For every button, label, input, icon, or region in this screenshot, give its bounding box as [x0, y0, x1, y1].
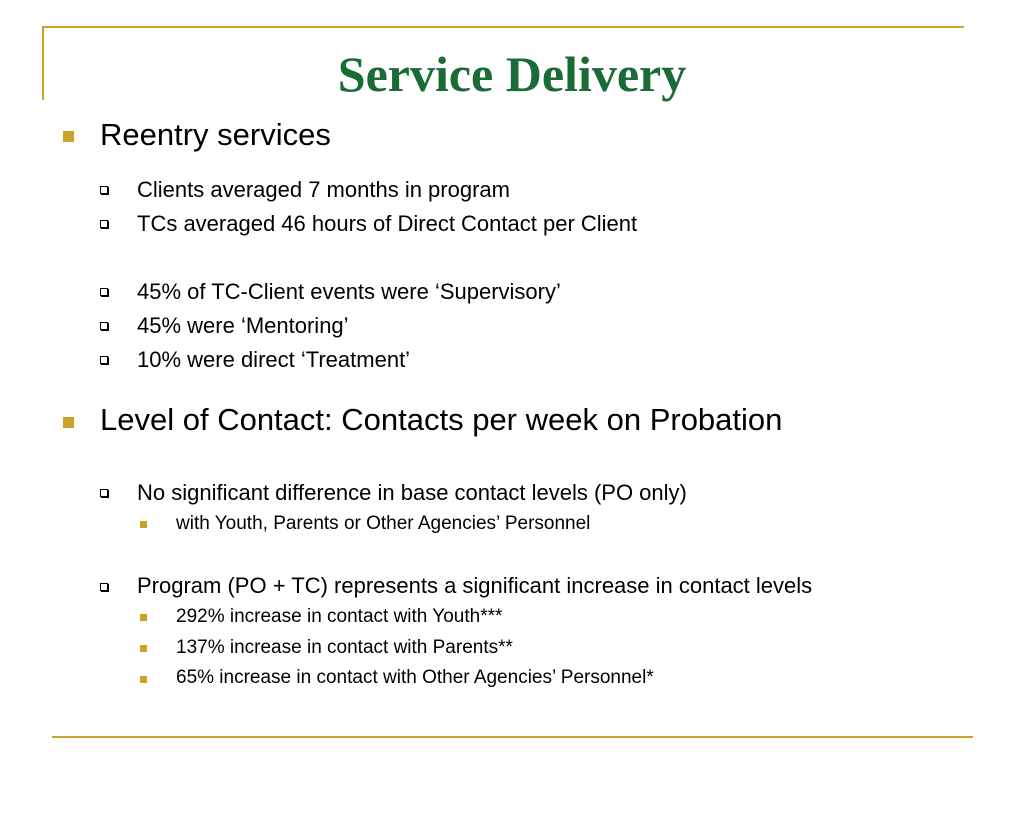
- list-item: 10% were direct ‘Treatment’: [137, 347, 411, 372]
- section-heading: Reentry services: [100, 117, 331, 152]
- small-square-bullet-icon: [140, 614, 147, 621]
- list-item: 45% were ‘Mentoring’: [137, 313, 349, 338]
- hollow-square-bullet-icon: [100, 288, 108, 296]
- section-heading: Level of Contact: Contacts per week on Probation: [100, 402, 783, 437]
- small-square-bullet-icon: [140, 676, 147, 683]
- sub-list-item: 65% increase in contact with Other Agencies’ Personnel*: [176, 667, 654, 688]
- hollow-square-bullet-icon: [100, 220, 108, 228]
- hollow-square-bullet-icon: [100, 489, 108, 497]
- list-item: Clients averaged 7 months in program: [137, 177, 510, 202]
- list-item: 45% of TC-Client events were ‘Supervisory’: [137, 279, 561, 304]
- hollow-square-bullet-icon: [100, 583, 108, 591]
- hollow-square-bullet-icon: [100, 356, 108, 364]
- small-square-bullet-icon: [140, 521, 147, 528]
- list-item: TCs averaged 46 hours of Direct Contact per Client: [137, 211, 638, 236]
- list-item: No significant difference in base contact levels (PO only): [137, 480, 687, 505]
- frame-bottom-rule: [52, 736, 973, 738]
- list-item: Program (PO + TC) represents a significant increase in contact levels: [137, 573, 813, 598]
- sub-list-item: 137% increase in contact with Parents**: [176, 637, 513, 658]
- sub-list-item: with Youth, Parents or Other Agencies’ Personnel: [176, 513, 591, 534]
- frame-top-rule: [42, 26, 964, 28]
- square-bullet-icon: [63, 417, 74, 428]
- slide-title: Service Delivery: [337, 46, 687, 102]
- small-square-bullet-icon: [140, 645, 147, 652]
- square-bullet-icon: [63, 131, 74, 142]
- sub-list-item: 292% increase in contact with Youth***: [176, 606, 503, 627]
- hollow-square-bullet-icon: [100, 186, 108, 194]
- hollow-square-bullet-icon: [100, 322, 108, 330]
